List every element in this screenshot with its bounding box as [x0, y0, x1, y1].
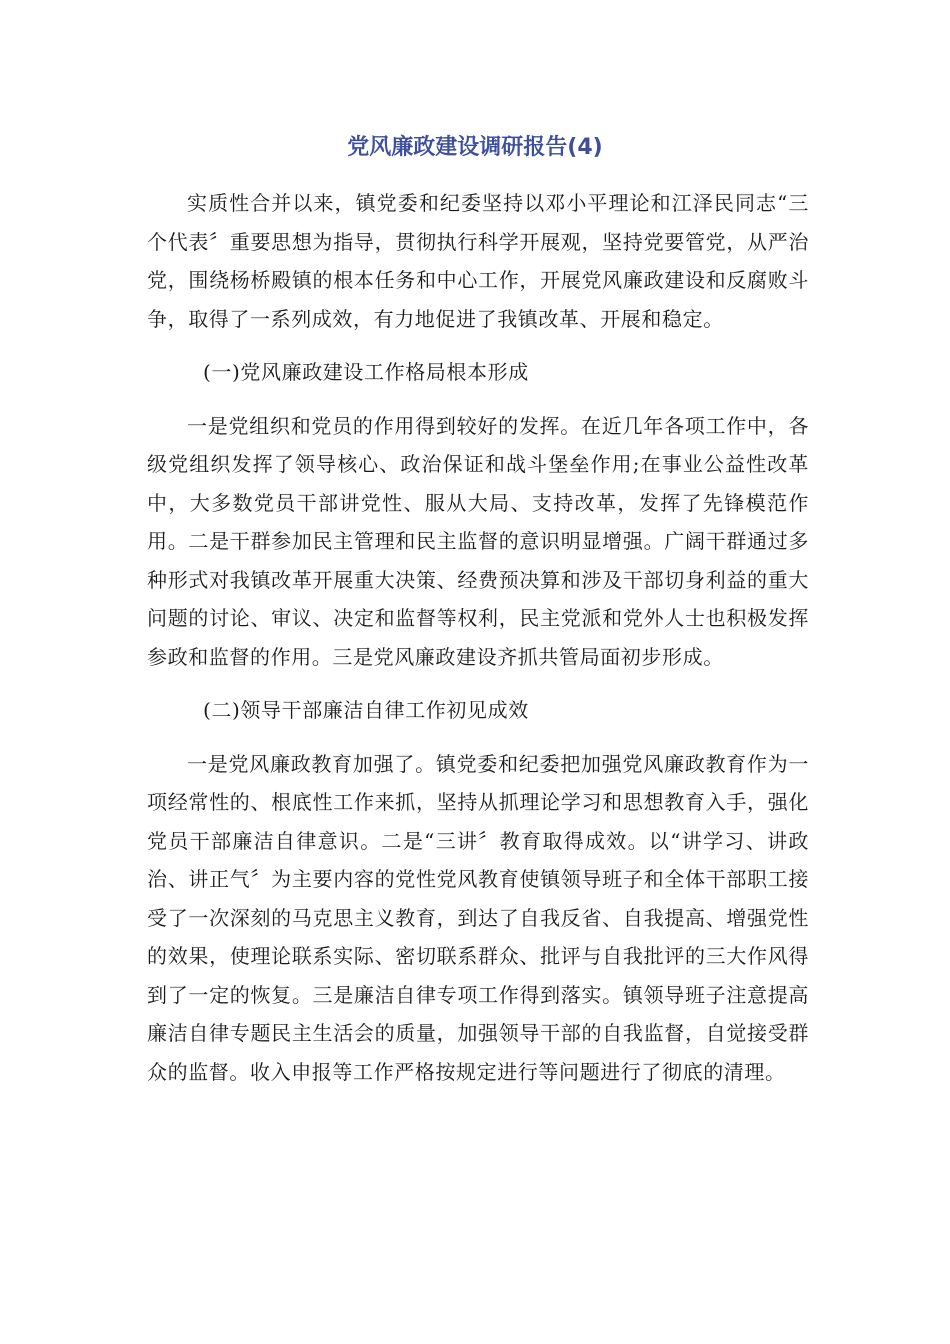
section-2-paragraph: 一是党风廉政教育加强了。镇党委和纪委把加强党风廉政教育作为一项经常性的、根底性工作来抓，坚持从抓理论学习和思想教育入手，强化党员干部廉洁自律意识。二是“三讲〞教育取得成效。以“讲学习、讲政治、讲正气〞为主要内容的党性党风教育使镇领导班子和全体干部职工接受了一次深刻的马克思主义教育，到达了自我反省、自我提高、增强党性的效果，使理论联系实际、密切联系群众、批评与自我批评的三大作风得到了一定的恢复。三是廉洁自律专项工作得到落实。镇领导班子注意提高廉洁自律专题民主生活会的质量，加强领导干部的自我监督，自觉接受群众的监督。收入申报等工作严格按规定进行等问题进行了彻底的清理。	[147, 751, 809, 1084]
document-title: 党风廉政建设调研报告(4)	[347, 135, 603, 160]
section-heading-1: (一)党风廉政建设工作格局根本形成	[203, 360, 529, 384]
section-heading-2: (二)领导干部廉洁自律工作初见成效	[203, 698, 529, 722]
intro-paragraph: 实质性合并以来，镇党委和纪委坚持以邓小平理论和江泽民同志“三个代表〞重要思想为指导，贯彻执行科学开展观，坚持党要管党，从严治党，围绕杨桥殿镇的根本任务和中心工作，开展党风廉政建设和反腐败斗争，取得了一系列成效，有力地促进了我镇改革、开展和稳定。	[147, 191, 809, 331]
document-body	[147, 184, 809, 1091]
section-1-paragraph: 一是党组织和党员的作用得到较好的发挥。在近几年各项工作中，各级党组织发挥了领导核心、政治保证和战斗堡垒作用;在事业公益性改革中，大多数党员干部讲党性、服从大局、支持改革，发挥了先锋模范作用。二是干群参加民主管理和民主监督的意识明显增强。广阔干群通过多种形式对我镇改革开展重大决策、经费预决算和涉及干部切身利益的重大问题的讨论、审议、决定和监督等权利，民主党派和党外人士也积极发挥参政和监督的作用。三是党风廉政建设齐抓共管局面初步形成。	[147, 413, 809, 669]
